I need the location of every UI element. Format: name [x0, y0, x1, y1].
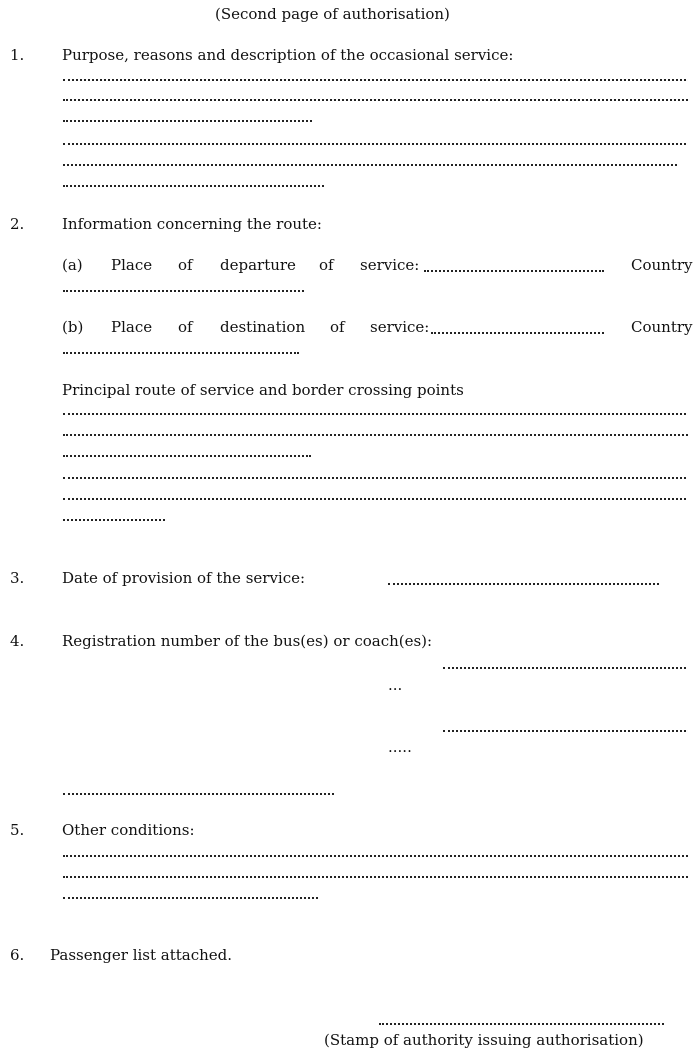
item-4-short-dots: ..... [388, 738, 412, 756]
item-2a-word: departure [220, 256, 296, 274]
item-5-title: Other conditions: [62, 821, 195, 839]
item-2b-word: of [178, 318, 193, 336]
item-4-registration-field[interactable] [443, 730, 686, 732]
item-6-title: Passenger list attached. [50, 946, 233, 964]
item-1-dotted-line[interactable] [63, 143, 686, 145]
item-5-dotted-line[interactable] [63, 855, 688, 857]
item-2b-country-field[interactable] [63, 352, 299, 354]
item-4-short-dots: ... [388, 676, 403, 694]
item-2b-destination-field[interactable] [431, 332, 604, 334]
item-1-number: 1. [10, 46, 25, 64]
item-4-registration-field[interactable] [63, 793, 334, 795]
item-5-dotted-line[interactable] [63, 876, 688, 878]
route-dotted-line[interactable] [63, 519, 165, 521]
item-1-title: Purpose, reasons and description of the occasional service: [62, 46, 514, 64]
item-1-dotted-line[interactable] [63, 99, 688, 101]
item-4-title: Registration number of the bus(es) or coach(es): [62, 632, 433, 650]
item-2b-country-label: Country [631, 318, 693, 336]
item-3-date-field[interactable] [388, 583, 659, 585]
item-2a-label: (a) [62, 256, 83, 274]
item-5-dotted-line[interactable] [63, 897, 318, 899]
item-2b-label: (b) [62, 318, 84, 336]
item-2a-country-field[interactable] [63, 290, 304, 292]
item-2a-word: of [319, 256, 334, 274]
item-3-title: Date of provision of the service: [62, 569, 306, 587]
item-5-number: 5. [10, 821, 25, 839]
item-2b-word: of [330, 318, 345, 336]
route-dotted-line[interactable] [63, 498, 686, 500]
route-title: Principal route of service and border crossing points [62, 381, 464, 399]
item-1-dotted-line[interactable] [63, 79, 686, 81]
page-header: (Second page of authorisation) [215, 5, 450, 23]
item-2a-country-label: Country [631, 256, 693, 274]
item-2b-word: Place [111, 318, 153, 336]
item-1-dotted-line[interactable] [63, 185, 324, 187]
item-6-number: 6. [10, 946, 25, 964]
item-2a-departure-field[interactable] [424, 270, 604, 272]
route-dotted-line[interactable] [63, 477, 686, 479]
item-2a-word: Place [111, 256, 153, 274]
route-dotted-line[interactable] [63, 413, 686, 415]
item-1-dotted-line[interactable] [63, 120, 312, 122]
route-dotted-line[interactable] [63, 455, 311, 457]
route-dotted-line[interactable] [63, 434, 688, 436]
item-2a-word: service: [360, 256, 420, 274]
item-2-number: 2. [10, 215, 25, 233]
item-2a-word: of [178, 256, 193, 274]
item-2b-word: destination [220, 318, 306, 336]
item-2-title: Information concerning the route: [62, 215, 322, 233]
stamp-caption: (Stamp of authority issuing authorisation) [324, 1031, 644, 1049]
item-4-number: 4. [10, 632, 25, 650]
item-3-number: 3. [10, 569, 25, 587]
item-2b-word: service: [370, 318, 430, 336]
item-4-registration-field[interactable] [443, 667, 686, 669]
stamp-field[interactable] [379, 1023, 664, 1025]
item-1-dotted-line[interactable] [63, 164, 677, 166]
